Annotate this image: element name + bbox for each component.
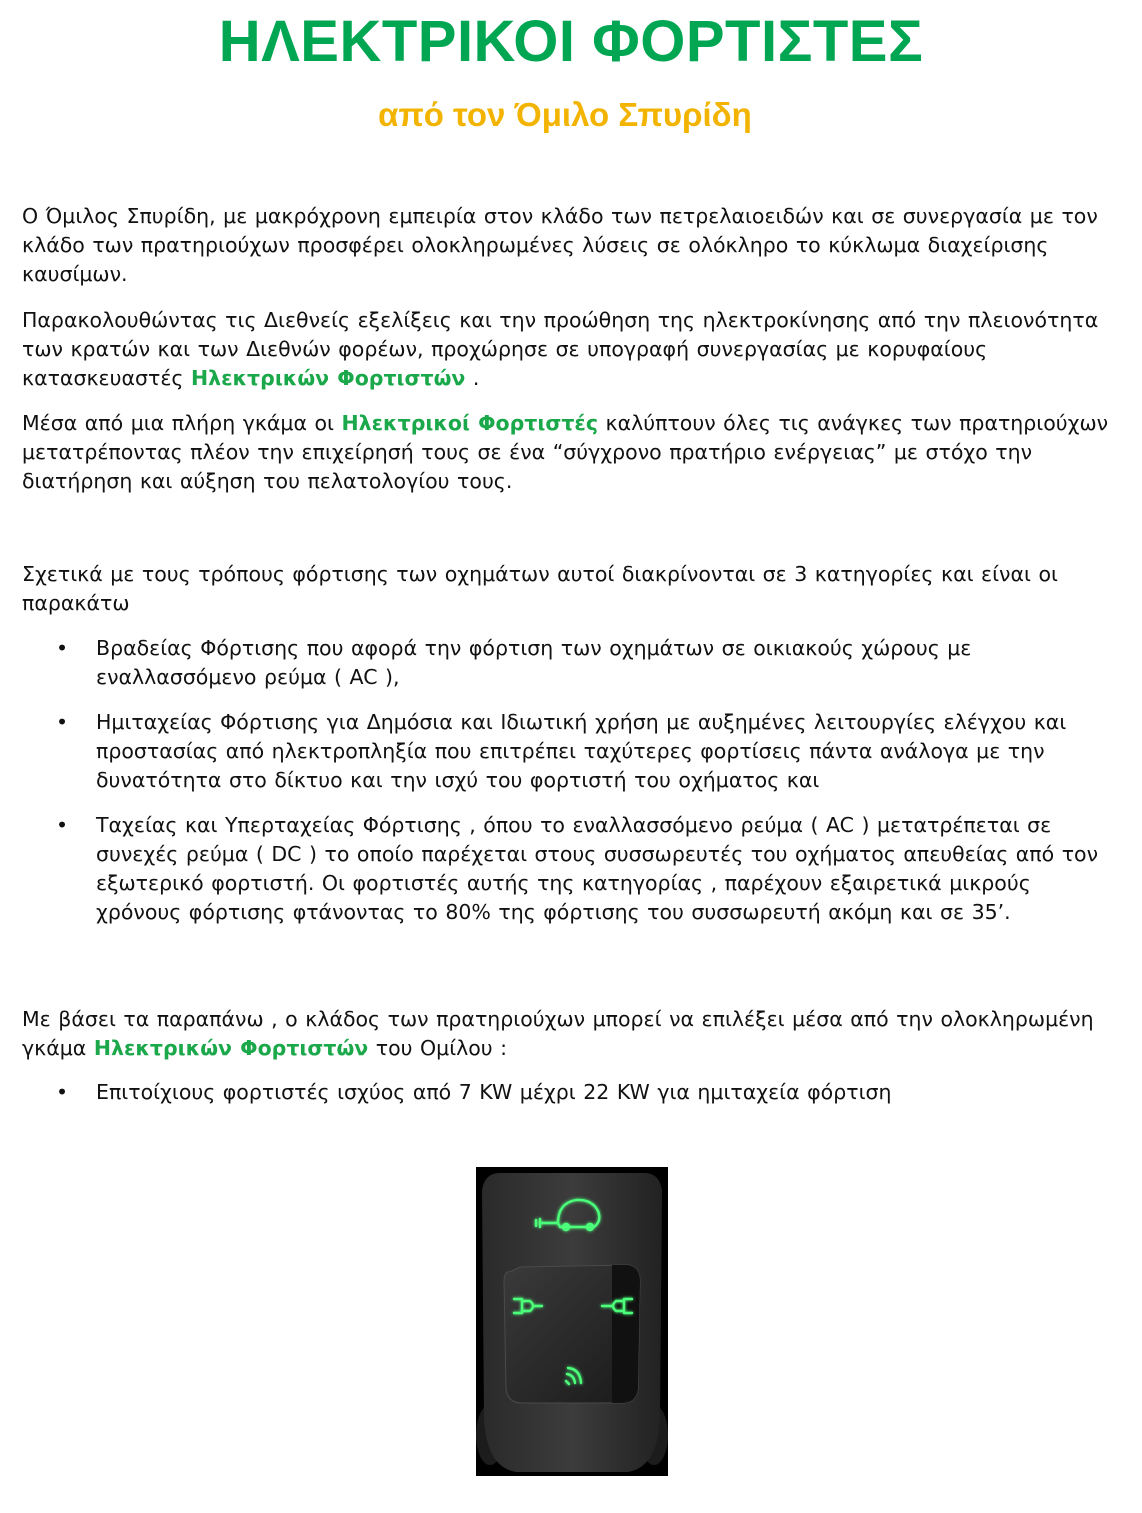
list-item-text: Επιτοίχιους φορτιστές ισχύος από 7 KW μέχρι 22 KW για ημιταχεία φόρτιση xyxy=(96,1080,892,1104)
range-list xyxy=(56,1078,1116,1107)
page-subtitle: από τον Όμιλο Σπυρίδη xyxy=(378,96,752,133)
intro-paragraph-3 xyxy=(22,409,1117,496)
bullet-icon: • xyxy=(56,636,69,660)
categories-list xyxy=(56,634,1116,927)
intro-paragraph-2-end: . xyxy=(465,366,480,390)
highlight-electric-chargers: Ηλεκτρικών Φορτιστών xyxy=(190,366,466,390)
highlight-electric-chargers-2: Ηλεκτρικοί Φορτιστές xyxy=(341,411,598,435)
list-item xyxy=(56,811,1116,927)
intro-paragraph-3-text: Μέσα από μια πλήρη γκάμα οι xyxy=(22,411,342,435)
list-item-text: Ημιταχείας Φόρτισης για Δημόσια και Ιδιωτική χρήση με αυξημένες λειτουργίες ελέγχου και προστασίας από ηλεκτροπληξία που επιτρέπει ταχύτερες φορτίσεις πάντα ανάλογα με την δυνατότητα στο δίκτυο και την ισχύ του φορτιστή του οχήματος και xyxy=(96,710,1067,792)
panel-shadow xyxy=(612,1265,640,1403)
list-item-text: Βραδείας Φόρτισης που αφορά την φόρτιση των οχημάτων σε οικιακούς χώρους με εναλλασσόμενο ρεύμα ( AC ), xyxy=(96,636,972,689)
bullet-icon: • xyxy=(56,710,69,734)
range-paragraph-end: του Ομίλου : xyxy=(368,1036,508,1060)
list-item xyxy=(56,634,1116,692)
bullet-icon: • xyxy=(56,1080,69,1104)
intro-paragraph-2-text: Παρακολουθώντας τις Διεθνείς εξελίξεις και την προώθηση της ηλεκτροκίνησης από την πλειονότητα των κρατών και των Διεθνών φορέων, προχώρησε σε υπογραφή συνεργασίας με κορυφαίους κατασκευαστές xyxy=(22,308,1099,390)
bullet-icon: • xyxy=(56,813,69,837)
wall-charger-image xyxy=(476,1167,668,1476)
list-item-text: Ταχείας και Υπερταχείας Φόρτισης , όπου το εναλλασσόμενο ρεύμα ( AC ) μετατρέπεται σε συνεχές ρεύμα ( DC ) το οποίο παρέχεται στους συσσωρευτές του οχήματος απευθείας από τον εξωτερικό φορτιστή. Οι φορτιστές αυτής της κατηγορίας , παρέχουν εξαιρετικά μικρούς χρόνους φόρτισης φτάνοντας το 80% της φόρτισης του συσσωρευτή ακόμη και σε 35’. xyxy=(96,813,1099,924)
categories-intro: Σχετικά με τους τρόπους φόρτισης των οχημάτων αυτοί διακρίνονται σε 3 κατηγορίες και είναι οι παρακάτω xyxy=(22,562,1058,615)
intro-paragraph-3-end: καλύπτουν όλες τις ανάγκες των πρατηριούχων μετατρέποντας πλέον την επιχείρησή τους σε ένα “σύγχρονο πρατήριο ενέργειας” με στόχο την διατήρηση και αύξηση του πελατολογίου τους. xyxy=(22,411,1109,493)
list-item xyxy=(56,708,1116,795)
range-paragraph-text: Με βάσει τα παραπάνω , ο κλάδος των πρατηριούχων μπορεί να επιλέξει μέσα από την ολοκληρωμένη γκάμα xyxy=(22,1007,1094,1060)
list-item xyxy=(56,1078,1116,1107)
intro-paragraph-2 xyxy=(22,306,1117,393)
page-title: ΗΛΕΚΤΡΙΚΟΙ ΦΟΡΤΙΣΤΕΣ xyxy=(218,9,924,74)
intro-paragraph-1: Ο Όμιλος Σπυρίδη, με μακρόχρονη εμπειρία στον κλάδο των πετρελαιοειδών και σε συνεργασία με τον κλάδο των πρατηριούχων προσφέρει ολοκληρωμένες λύσεις σε ολόκληρο το κύκλωμα διαχείρισης καυσίμων. xyxy=(22,204,1098,286)
range-paragraph xyxy=(22,1005,1117,1063)
highlight-electric-chargers-3: Ηλεκτρικών Φορτιστών xyxy=(93,1036,369,1060)
